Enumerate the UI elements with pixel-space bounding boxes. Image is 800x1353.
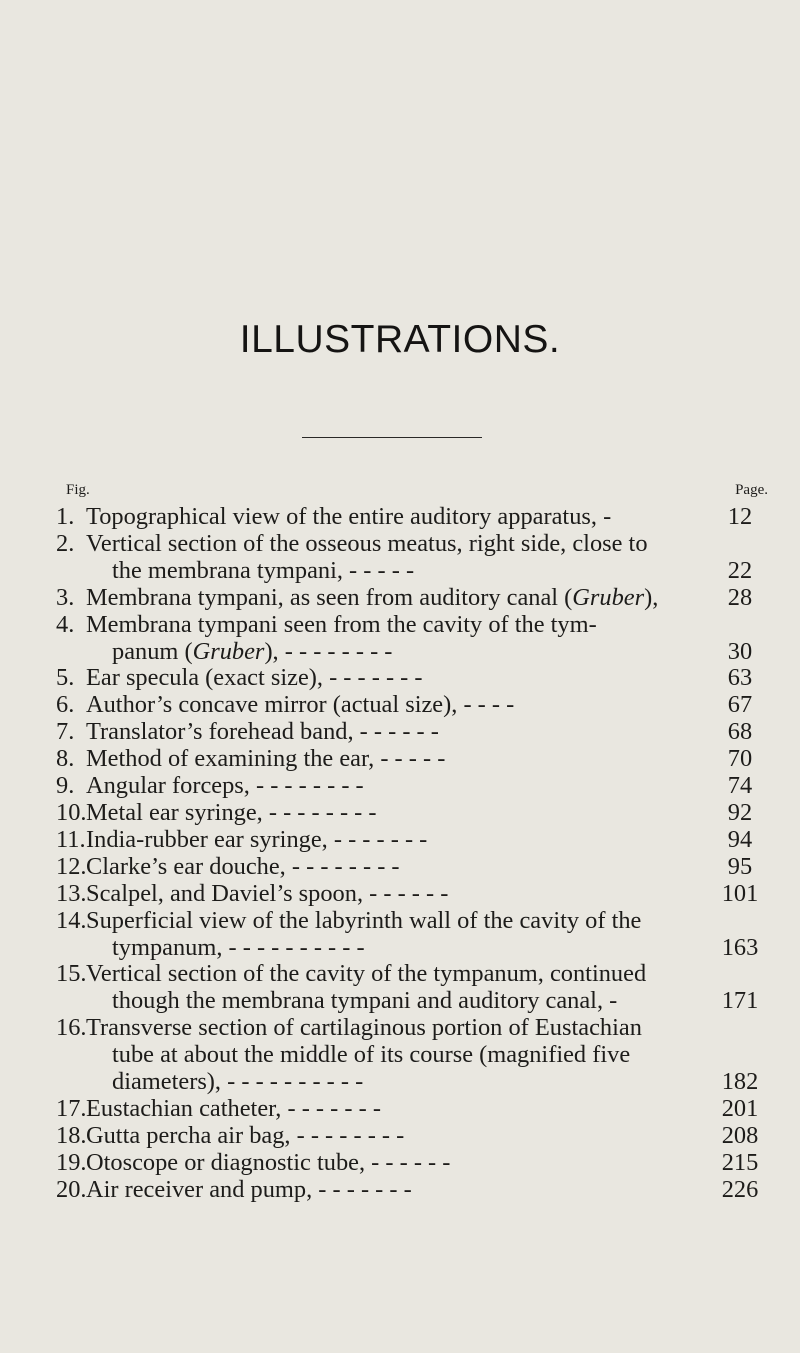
page-number: 226 [721,1175,759,1203]
figure-caption [56,746,766,773]
caption-line: Clarke’s ear douche, - - - - - - - - [86,852,400,880]
illustration-entry [56,1015,766,1096]
page-column-label: Page. [735,482,768,498]
page-number: 30 [727,637,753,665]
page-number: 70 [727,745,753,773]
figure-caption [56,1123,766,1150]
figure-caption [56,908,766,962]
caption-line: Ear specula (exact size), - - - - - - - [86,664,423,692]
illustrations-list [56,504,766,1204]
caption-line: Membrana tympani, as seen from auditory canal (Gruber), [86,583,659,611]
figure-caption [56,961,766,1015]
figure-number: 12. [56,852,87,880]
figure-number: 13. [56,879,87,907]
page-number: 201 [721,1094,759,1122]
caption-line: Topographical view of the entire auditory apparatus, - [86,503,612,530]
figure-number: 4. [56,610,75,638]
caption-line: diameters), - - - - - - - - - - [112,1068,364,1096]
page-number: 215 [721,1148,759,1176]
page-number: 171 [721,987,759,1015]
caption-line: Superficial view of the labyrinth wall of the cavity of the [86,906,642,934]
caption-line: panum (Gruber), - - - - - - - - [112,637,393,665]
page-number: 63 [727,664,753,692]
caption-line: Translator’s forehead band, - - - - - - [86,718,439,746]
title-divider [302,437,482,438]
caption-line: Vertical section of the cavity of the tympanum, continued [86,960,647,988]
figure-number: 17. [56,1094,87,1122]
page-number: 208 [721,1121,759,1149]
caption-line: Gutta percha air bag, - - - - - - - - [86,1121,405,1149]
figure-number: 5. [56,664,75,692]
illustration-entry [56,961,766,1015]
page-number: 28 [727,583,753,611]
figure-number: 8. [56,745,75,773]
caption-line: Metal ear syringe, - - - - - - - - [86,798,377,826]
caption-line: India-rubber ear syringe, - - - - - - - [86,825,428,853]
page-number: 68 [727,718,753,746]
caption-line: Otoscope or diagnostic tube, - - - - - - [86,1148,451,1176]
figure-caption [56,881,766,908]
figure-number: 11. [56,825,86,853]
illustration-entry [56,1177,766,1204]
caption-line: Membrana tympani seen from the cavity of the tym- [86,610,597,638]
figure-number: 9. [56,772,75,800]
page-number: 95 [727,852,753,880]
caption-line: Angular forceps, - - - - - - - - [86,772,364,800]
figure-number: 3. [56,583,75,611]
figure-number: 18. [56,1121,87,1149]
figure-number: 19. [56,1148,87,1176]
figure-number: 10. [56,798,87,826]
caption-line: Author’s concave mirror (actual size), - - - - [86,691,515,719]
illustration-entry [56,881,766,908]
caption-line: Scalpel, and Daviel’s spoon, - - - - - - [86,879,449,907]
page-number: 12 [727,503,753,530]
illustration-entry [56,585,766,612]
figure-caption [56,773,766,800]
illustration-entry [56,719,766,746]
figure-caption [56,1150,766,1177]
page-number: 22 [727,556,753,584]
page-number: 182 [721,1068,759,1096]
figure-caption [56,1096,766,1123]
page-number: 101 [721,879,759,907]
illustration-entry [56,773,766,800]
figure-number: 7. [56,718,75,746]
illustration-entry [56,827,766,854]
figure-number: 1. [56,503,75,530]
figure-caption [56,800,766,827]
figure-caption [56,665,766,692]
figure-caption [56,1177,766,1204]
illustration-entry [56,692,766,719]
illustration-entry [56,504,766,531]
page-number: 74 [727,772,753,800]
page-number: 94 [727,825,753,853]
figure-caption [56,531,766,585]
figure-number: 15. [56,960,87,988]
illustration-entry [56,531,766,585]
caption-line: tube at about the middle of its course (magnified five [112,1041,631,1069]
caption-line: Transverse section of cartilaginous portion of Eustachian [86,1014,642,1042]
caption-line: Vertical section of the osseous meatus, right side, close to [86,529,648,557]
figure-number: 20. [56,1175,87,1203]
illustration-entry [56,1123,766,1150]
figure-caption [56,585,766,612]
illustration-entry [56,746,766,773]
illustration-entry [56,1096,766,1123]
caption-line: Method of examining the ear, - - - - - [86,745,446,773]
illustration-entry [56,665,766,692]
figure-number: 14. [56,906,87,934]
figure-caption [56,719,766,746]
figure-caption [56,854,766,881]
illustration-entry [56,612,766,666]
figure-caption [56,1015,766,1096]
figure-caption [56,504,766,531]
illustration-entry [56,908,766,962]
illustration-entry [56,1150,766,1177]
figure-number: 16. [56,1014,87,1042]
page-title: ILLUSTRATIONS. [239,318,561,361]
figure-caption [56,612,766,666]
caption-line: Eustachian catheter, - - - - - - - [86,1094,381,1122]
caption-line: the membrana tympani, - - - - - [112,556,415,584]
page-number: 163 [721,933,759,961]
figure-number: 2. [56,529,75,557]
caption-line: tympanum, - - - - - - - - - - [112,933,365,961]
page-number: 67 [727,691,753,719]
caption-line: Air receiver and pump, - - - - - - - [86,1175,412,1203]
illustration-entry [56,854,766,881]
page-number: 92 [727,798,753,826]
figure-number: 6. [56,691,75,719]
figure-caption [56,827,766,854]
figure-caption [56,692,766,719]
fig-column-label: Fig. [66,482,90,498]
caption-line: though the membrana tympani and auditory canal, - [112,987,618,1015]
illustration-entry [56,800,766,827]
